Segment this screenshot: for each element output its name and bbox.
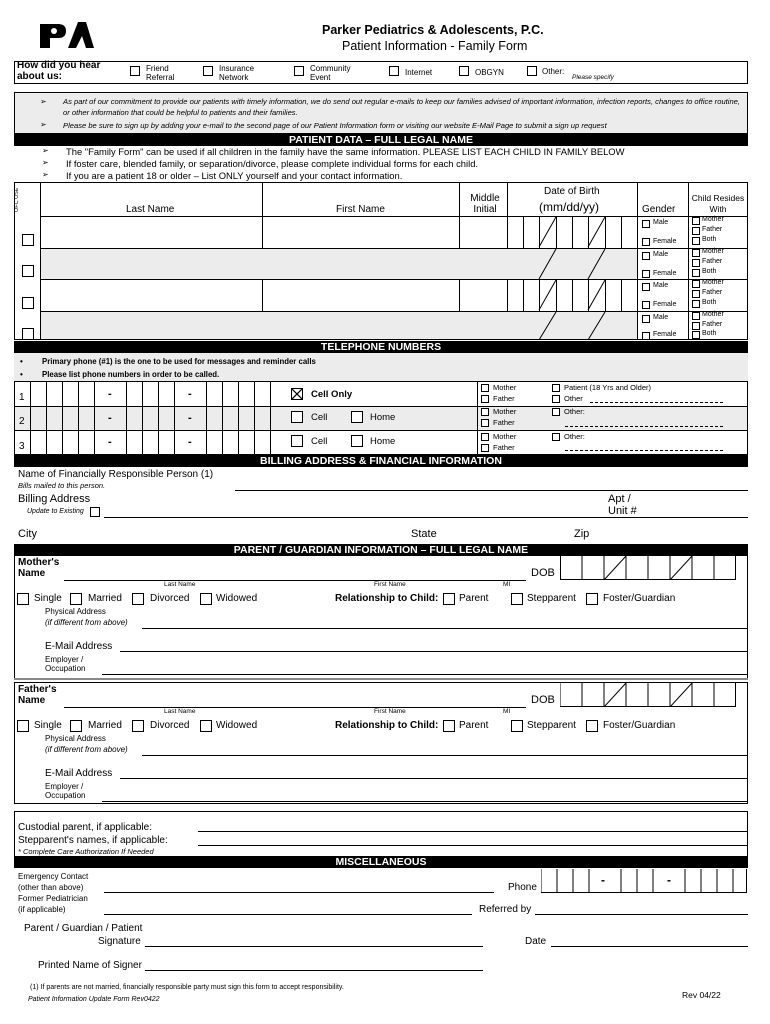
referred-by-label: Referred by	[479, 904, 532, 915]
father-parent-checkbox[interactable]	[443, 720, 455, 732]
check-x-icon	[292, 389, 302, 399]
resides-mother-checkbox[interactable]	[692, 280, 700, 288]
notice-arrow-icon: ➢	[40, 120, 47, 129]
referral-internet-label: Internet	[405, 68, 433, 77]
resides-mother-checkbox[interactable]	[692, 249, 700, 257]
divider	[14, 430, 748, 431]
office-use-checkbox[interactable]	[22, 234, 34, 246]
referral-other-hint: Please specify	[572, 74, 614, 81]
rel-stepparent-label: Stepparent	[527, 593, 576, 604]
gender-male-checkbox[interactable]	[642, 315, 650, 323]
col-dob: Date of Birth	[544, 186, 600, 197]
employer-label: Employer /	[45, 655, 84, 664]
father-widowed-checkbox[interactable]	[200, 720, 212, 732]
care-authorization-note: * Complete Care Authorization If Needed	[18, 847, 154, 856]
col-gender: Gender	[642, 204, 676, 215]
gender-female-checkbox[interactable]	[642, 270, 650, 278]
home-label: Home	[370, 412, 396, 423]
mi-hint: MI	[503, 581, 511, 588]
state-label: State	[411, 528, 437, 540]
mother-name-label: Mother's Name	[18, 557, 60, 579]
divider	[14, 406, 748, 407]
mother-married-checkbox[interactable]	[70, 593, 82, 605]
resides-both-label: Both	[702, 236, 717, 243]
date-input[interactable]	[551, 946, 748, 947]
rel-foster-label: Foster/Guardian	[603, 593, 676, 604]
phone-dash: -	[108, 436, 112, 448]
logo	[38, 18, 94, 54]
printed-name-label: Printed Name of Signer	[38, 960, 142, 971]
marital-married-label: Married	[88, 720, 122, 731]
cell-checkbox[interactable]	[291, 435, 303, 447]
phone-father-label: Father	[493, 394, 515, 403]
update-existing-label: Update to Existing	[27, 508, 84, 515]
phone-mother-label: Mother	[493, 407, 517, 416]
patient-data-bar: PATIENT DATA – FULL LEGAL NAME	[14, 134, 748, 146]
cell-only-checkbox[interactable]	[291, 388, 303, 400]
gender-female-label: Female	[653, 270, 677, 277]
emergency-hint: (other than above)	[18, 883, 84, 892]
unit-label: Unit #	[608, 505, 637, 517]
gender-female-label: Female	[653, 238, 677, 245]
resides-father-label: Father	[702, 226, 723, 233]
revision: Rev 04/22	[682, 990, 721, 1000]
bullet-arrow-icon: ➢	[42, 158, 49, 167]
home-label: Home	[370, 436, 396, 447]
referral-community-checkbox[interactable]	[294, 66, 304, 76]
cell-label: Cell	[311, 412, 328, 423]
employer-label: Employer /	[45, 782, 84, 791]
mother-divorced-checkbox[interactable]	[132, 593, 144, 605]
marital-married-label: Married	[88, 593, 122, 604]
former-pediatrician-label: Former Pediatrician	[18, 894, 88, 903]
patient-row-2-options	[638, 249, 748, 280]
bills-note: Bills mailed to this person.	[18, 481, 106, 490]
instruction-2: If foster care, blended family, or separation/divorce, please complete individual forms for each child.	[66, 158, 479, 169]
phone-mother-label: Mother	[493, 383, 517, 392]
divider	[14, 678, 748, 680]
cell-label: Cell	[311, 436, 328, 447]
gender-male-label: Male	[653, 219, 669, 226]
resides-mother-checkbox[interactable]	[692, 217, 700, 225]
col-dob-format: (mm/dd/yy)	[539, 200, 599, 214]
phone-dash: -	[601, 873, 605, 887]
email-label: E-Mail Address	[45, 641, 113, 652]
mother-dob-grid	[560, 556, 736, 580]
office-use-checkbox[interactable]	[22, 265, 34, 277]
marital-single-label: Single	[34, 593, 62, 604]
instruction-1: The "Family Form" can be used if all children in the family have the same information. PLEASE LIST EACH CHILD IN FAMILY BELOW	[66, 146, 625, 157]
phone-other-checkbox[interactable]	[552, 433, 560, 441]
divider	[270, 381, 271, 455]
city-label: City	[18, 528, 37, 540]
stepparent-input[interactable]	[198, 845, 748, 846]
col-first-name: First Name	[336, 204, 385, 215]
mother-stepparent-checkbox[interactable]	[511, 593, 523, 605]
physical-address-label: Physical Address	[45, 734, 106, 743]
relationship-label: Relationship to Child:	[335, 593, 439, 604]
divider	[254, 381, 255, 455]
mi-hint: MI	[503, 708, 511, 715]
resides-both-checkbox[interactable]	[692, 269, 700, 277]
gender-male-label: Male	[653, 314, 669, 321]
phone-dash: -	[667, 873, 671, 887]
father-employer-input[interactable]	[102, 801, 748, 802]
phone-other-label: Other:	[564, 432, 585, 441]
divider	[142, 381, 143, 455]
phone-note-bullet: •	[20, 370, 23, 379]
marital-widowed-label: Widowed	[216, 720, 258, 731]
phone-note-bullet: •	[20, 357, 23, 366]
former-pediatrician-input[interactable]	[104, 914, 472, 915]
patient-row-1-options	[638, 217, 748, 248]
father-divorced-checkbox[interactable]	[132, 720, 144, 732]
phone-row-number: 3	[19, 441, 25, 452]
referred-by-input[interactable]	[535, 914, 748, 915]
father-dob-label: DOB	[531, 694, 555, 706]
referral-insurance-checkbox[interactable]	[203, 66, 213, 76]
father-foster-checkbox[interactable]	[586, 720, 598, 732]
occupation-label: Occupation	[45, 791, 86, 800]
notice-arrow-icon: ➢	[40, 97, 47, 106]
col-last-name: Last Name	[126, 204, 175, 215]
resides-both-checkbox[interactable]	[692, 331, 700, 339]
father-single-checkbox[interactable]	[17, 720, 29, 732]
mother-foster-checkbox[interactable]	[586, 593, 598, 605]
home-checkbox[interactable]	[351, 435, 363, 447]
occupation-label: Occupation	[45, 664, 86, 673]
resides-mother-label: Mother	[702, 311, 724, 318]
referral-internet-checkbox[interactable]	[389, 66, 399, 76]
footnote: (1) If parents are not married, financially responsible party must sign this form to accept responsibility.	[30, 984, 344, 991]
guardian-bar: PARENT / GUARDIAN INFORMATION – FULL LEGAL NAME	[14, 544, 748, 556]
stepparent-label: Stepparent's names, if applicable:	[18, 835, 168, 846]
mother-name-input[interactable]	[64, 580, 526, 581]
printed-name-input[interactable]	[145, 970, 483, 971]
physical-address-hint: (if different from above)	[45, 618, 128, 627]
divider	[238, 381, 239, 455]
office-use-checkbox[interactable]	[22, 297, 34, 309]
phone-patient-label: Patient (18 Yrs and Older)	[564, 383, 651, 392]
mother-widowed-checkbox[interactable]	[200, 593, 212, 605]
signature-label-2: Signature	[98, 936, 141, 947]
resides-both-label: Both	[702, 268, 717, 275]
phone-other-label: Other	[564, 394, 583, 403]
referral-obgyn-label: OBGYN	[475, 68, 504, 77]
other-line	[590, 402, 723, 403]
resides-mother-label: Mother	[702, 279, 724, 286]
mother-parent-checkbox[interactable]	[443, 593, 455, 605]
resides-both-label: Both	[702, 330, 717, 337]
emergency-input[interactable]	[104, 892, 494, 893]
resides-both-label: Both	[702, 299, 717, 306]
date-label: Date	[525, 936, 547, 947]
divider	[30, 381, 31, 455]
bullet-arrow-icon: ➢	[42, 146, 49, 155]
first-name-hint: First Name	[374, 581, 406, 588]
responsible-input[interactable]	[235, 490, 748, 491]
rel-parent-label: Parent	[459, 593, 489, 604]
phone-dash: -	[108, 412, 112, 424]
other-line	[565, 450, 723, 451]
resides-mother-label: Mother	[702, 248, 724, 255]
zip-label: Zip	[574, 528, 590, 540]
signature-label: Parent / Guardian / Patient	[24, 923, 143, 934]
divider	[222, 381, 223, 455]
divider	[174, 381, 175, 455]
phone-mother-checkbox[interactable]	[481, 433, 489, 441]
telephone-bar: TELEPHONE NUMBERS	[14, 341, 748, 353]
divider	[46, 381, 47, 455]
gender-female-label: Female	[653, 301, 677, 308]
phone-father-label: Father	[493, 418, 515, 427]
phone-father-checkbox[interactable]	[481, 395, 489, 403]
divider	[477, 381, 478, 455]
instruction-3: If you are a patient 18 or older – List ONLY yourself and your contact information.	[66, 170, 403, 181]
relationship-label: Relationship to Child:	[335, 720, 439, 731]
emergency-label: Emergency Contact	[18, 872, 89, 881]
referral-friend-checkbox[interactable]	[130, 66, 140, 76]
practice-name: Parker Pediatrics & Adolescents, P.C.	[322, 23, 544, 37]
responsible-label: Name of Financially Responsible Person (1)	[18, 469, 214, 480]
office-use-checkbox[interactable]	[22, 328, 34, 340]
cell-only-label: Cell Only	[311, 389, 353, 400]
divider	[78, 381, 79, 455]
gender-female-checkbox[interactable]	[642, 301, 650, 309]
rel-stepparent-label: Stepparent	[527, 720, 576, 731]
ofc-use-label: OFC USE	[14, 187, 20, 212]
mother-employer-input[interactable]	[102, 674, 748, 675]
phone-mother-checkbox[interactable]	[481, 384, 489, 392]
misc-bar: MISCELLANEOUS	[14, 856, 748, 868]
resides-mother-label: Mother	[702, 216, 724, 223]
col-middle-initial: Middle Initial	[470, 193, 500, 215]
resides-father-checkbox[interactable]	[692, 322, 700, 330]
gender-male-checkbox[interactable]	[642, 283, 650, 291]
notice-line1: As part of our commitment to provide our patients with timely information, we do send out regular e-mails to keep our families advised of important information, infection reports, changes to office routine, or other information that could be helpful to patients and their families.	[63, 97, 741, 117]
father-physical-input[interactable]	[142, 755, 748, 756]
referral-obgyn-checkbox[interactable]	[459, 66, 469, 76]
home-checkbox[interactable]	[351, 411, 363, 423]
billing-address-input[interactable]	[104, 517, 748, 518]
resides-mother-checkbox[interactable]	[692, 312, 700, 320]
mother-physical-input[interactable]	[142, 628, 748, 629]
bullet-arrow-icon: ➢	[42, 170, 49, 179]
former-pediatrician-hint: (if applicable)	[18, 905, 66, 914]
gender-male-checkbox[interactable]	[642, 220, 650, 228]
phone-dash: -	[188, 436, 192, 448]
patient-row-4-options	[638, 312, 748, 340]
phone-other-checkbox[interactable]	[552, 408, 560, 416]
father-dob-grid[interactable]	[560, 683, 736, 707]
father-name-input[interactable]	[64, 707, 526, 708]
dob-slashes	[507, 216, 637, 340]
phone-other-label: Other:	[564, 407, 585, 416]
phone-label: Phone	[508, 882, 537, 893]
referral-question: How did you hear about us:	[17, 60, 101, 82]
mother-dob-label: DOB	[531, 567, 555, 579]
email-label: E-Mail Address	[45, 768, 113, 779]
rel-foster-label: Foster/Guardian	[603, 720, 676, 731]
form-title: Patient Information - Family Form	[342, 39, 528, 53]
phone-other-checkbox[interactable]	[552, 395, 560, 403]
last-name-hint: Last Name	[164, 708, 196, 715]
gender-male-label: Male	[653, 282, 669, 289]
phone-row-number: 1	[19, 392, 25, 403]
gender-female-checkbox[interactable]	[642, 332, 650, 340]
col-resides: Child Resides With	[691, 193, 745, 214]
father-email-input[interactable]	[120, 778, 748, 779]
marital-divorced-label: Divorced	[150, 720, 190, 731]
divider	[62, 381, 63, 455]
marital-single-label: Single	[34, 720, 62, 731]
divider	[126, 381, 127, 455]
mother-email-input[interactable]	[120, 651, 748, 652]
custodial-input[interactable]	[198, 831, 748, 832]
referral-other-checkbox[interactable]	[527, 66, 537, 76]
referral-friend-label: Friend Referral	[146, 64, 175, 82]
phone-dash: -	[188, 388, 192, 400]
billing-bar: BILLING ADDRESS & FINANCIAL INFORMATION	[14, 455, 748, 467]
gender-female-label: Female	[653, 331, 677, 338]
emergency-phone-grid[interactable]	[541, 869, 747, 893]
phone-dash: -	[188, 412, 192, 424]
divider	[206, 381, 207, 455]
notice-line2: Please be sure to sign up by adding your e-mail to the second page of our Patient Information form or visiting our website E-Mail Page to submit a sign up request	[63, 121, 607, 130]
cell-checkbox[interactable]	[291, 411, 303, 423]
phone-note-1: Primary phone (#1) is the one to be used for messages and reminder calls	[42, 357, 316, 366]
resides-both-checkbox[interactable]	[692, 237, 700, 245]
referral-community-label: Community Event	[310, 64, 351, 82]
father-name-label: Father's Name	[18, 684, 57, 706]
last-name-hint: Last Name	[164, 581, 196, 588]
physical-address-hint: (if different from above)	[45, 745, 128, 754]
apt-label: Apt /	[608, 493, 631, 505]
gender-female-checkbox[interactable]	[642, 238, 650, 246]
referral-box	[14, 61, 748, 84]
father-stepparent-checkbox[interactable]	[511, 720, 523, 732]
resides-father-checkbox[interactable]	[692, 227, 700, 235]
gender-male-checkbox[interactable]	[642, 252, 650, 260]
resides-father-label: Father	[702, 321, 723, 328]
phone-father-checkbox[interactable]	[481, 444, 489, 452]
phone-father-label: Father	[493, 443, 515, 452]
update-existing-checkbox[interactable]	[90, 507, 100, 517]
phone-note-2: Please list phone numbers in order to be called.	[42, 370, 220, 379]
rel-parent-label: Parent	[459, 720, 489, 731]
phone-patient-checkbox[interactable]	[552, 384, 560, 392]
resides-father-checkbox[interactable]	[692, 259, 700, 267]
father-married-checkbox[interactable]	[70, 720, 82, 732]
resides-father-label: Father	[702, 258, 723, 265]
billing-address-label: Billing Address	[18, 493, 91, 505]
phone-mother-checkbox[interactable]	[481, 408, 489, 416]
divider	[158, 381, 159, 455]
other-line	[565, 426, 723, 427]
gender-male-label: Male	[653, 251, 669, 258]
phone-mother-label: Mother	[493, 432, 517, 441]
marital-divorced-label: Divorced	[150, 593, 190, 604]
patient-row-3-options	[638, 280, 748, 311]
physical-address-label: Physical Address	[45, 607, 106, 616]
first-name-hint: First Name	[374, 708, 406, 715]
custodial-label: Custodial parent, if applicable:	[18, 822, 152, 833]
referral-other-label: Other:	[542, 67, 565, 76]
referral-insurance-label: Insurance Network	[219, 64, 255, 82]
resides-father-label: Father	[702, 289, 723, 296]
mother-single-checkbox[interactable]	[17, 593, 29, 605]
divider	[94, 381, 95, 455]
resides-father-checkbox[interactable]	[692, 290, 700, 298]
resides-both-checkbox[interactable]	[692, 300, 700, 308]
form-id: Patient Information Update Form Rev0422	[28, 996, 160, 1003]
phone-dash: -	[108, 388, 112, 400]
signature-input[interactable]	[145, 946, 483, 947]
phone-row-number: 2	[19, 416, 25, 427]
marital-widowed-label: Widowed	[216, 593, 258, 604]
phone-father-checkbox[interactable]	[481, 419, 489, 427]
